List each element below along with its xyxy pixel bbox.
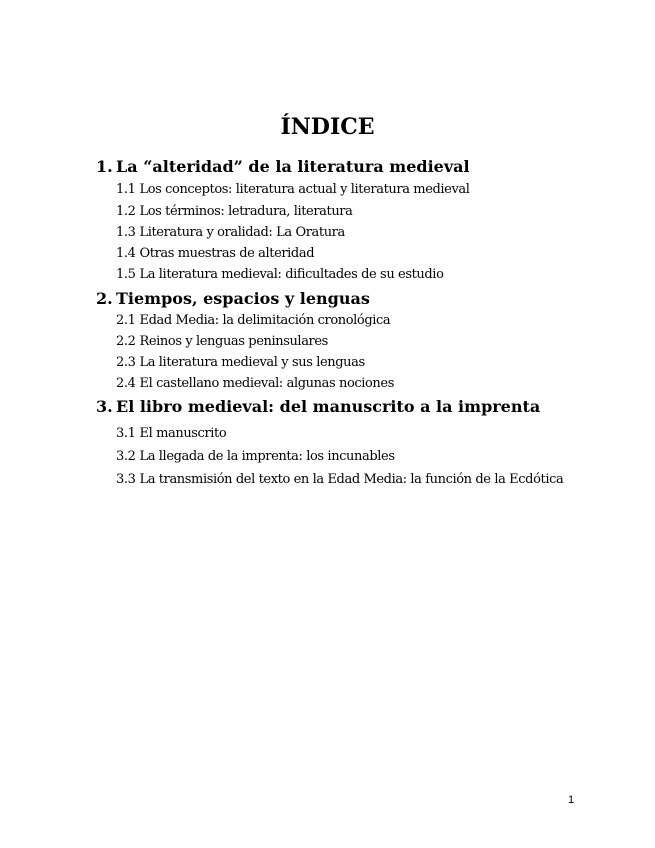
index-entry-2-1 xyxy=(116,313,390,328)
entry-text: La llegada de la imprenta: los incunables xyxy=(139,449,395,464)
index-entry-3-2 xyxy=(116,449,395,464)
entry-text: La literatura medieval: dificultades de su estudio xyxy=(139,267,444,282)
entry-number: 3.3 xyxy=(116,472,136,487)
entry-number: 3.2 xyxy=(116,449,136,464)
section-number: 2. xyxy=(96,289,113,308)
section-title: Tiempos, espacios y lenguas xyxy=(116,289,370,308)
section-number: 1. xyxy=(96,157,113,176)
entry-number: 1.3 xyxy=(116,225,136,240)
section-heading-2 xyxy=(96,289,370,308)
section-title: El libro medieval: del manuscrito a la imprenta xyxy=(116,397,541,416)
index-entry-2-3 xyxy=(116,355,365,370)
index-entry-1-5 xyxy=(116,267,444,282)
entry-number: 2.1 xyxy=(116,313,136,328)
index-entry-1-3 xyxy=(116,225,345,240)
entry-text: La literatura medieval y sus lenguas xyxy=(139,355,365,370)
entry-text: La transmisión del texto en la Edad Media: la función de la Ecdótica xyxy=(139,472,564,487)
section-title: La “alteridad” de la literatura medieval xyxy=(116,157,470,176)
entry-text: Edad Media: la delimitación cronológica xyxy=(139,313,391,328)
index-entry-1-2 xyxy=(116,204,352,219)
entry-text: El castellano medieval: algunas nociones xyxy=(139,376,394,391)
entry-number: 2.3 xyxy=(116,355,136,370)
entry-number: 1.5 xyxy=(116,267,136,282)
page-number: 1 xyxy=(568,794,575,806)
index-entry-2-2 xyxy=(116,334,328,349)
entry-number: 1.2 xyxy=(116,204,136,219)
section-number: 3. xyxy=(96,397,113,416)
entry-text: Los conceptos: literatura actual y literatura medieval xyxy=(139,182,470,197)
entry-number: 2.2 xyxy=(116,334,136,349)
index-entry-3-3 xyxy=(116,472,563,487)
entry-text: Los términos: letradura, literatura xyxy=(139,204,353,219)
entry-text: El manuscrito xyxy=(139,426,227,441)
section-heading-1 xyxy=(96,157,470,176)
entry-number: 1.4 xyxy=(116,246,136,261)
index-entry-1-1 xyxy=(116,182,470,197)
entry-number: 1.1 xyxy=(116,182,136,197)
entry-number: 3.1 xyxy=(116,426,136,441)
entry-text: Literatura y oralidad: La Oratura xyxy=(139,225,345,240)
entry-text: Otras muestras de alteridad xyxy=(139,246,315,261)
section-heading-3 xyxy=(96,397,540,416)
entry-number: 2.4 xyxy=(116,376,136,391)
index-entry-2-4 xyxy=(116,376,394,391)
index-entry-3-1 xyxy=(116,426,226,441)
entry-text: Reinos y lenguas peninsulares xyxy=(139,334,328,349)
index-entry-1-4 xyxy=(116,246,314,261)
index-heading: ÍNDICE xyxy=(280,114,375,140)
